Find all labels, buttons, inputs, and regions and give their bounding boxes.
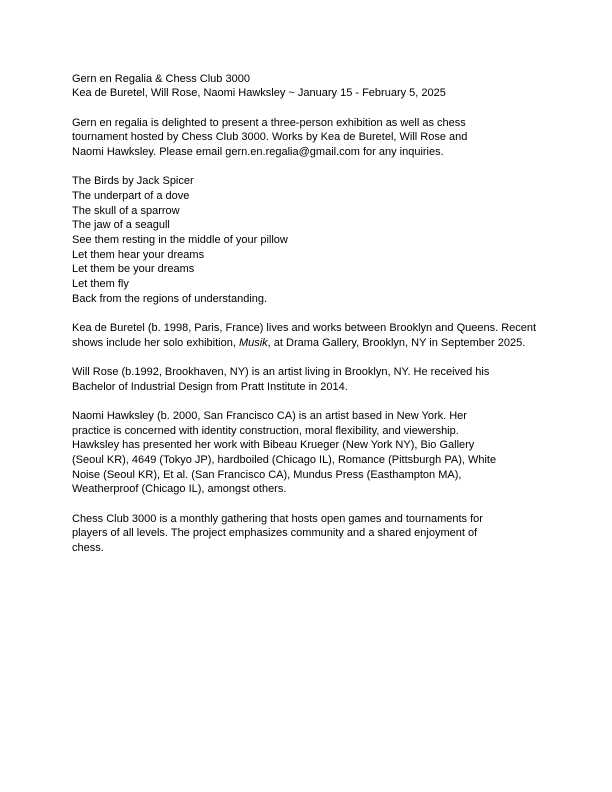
paragraph-will-bio — [72, 365, 540, 394]
text-segment: The Birds by Jack Spicer — [72, 175, 194, 188]
paragraph-chess-club — [72, 512, 540, 556]
text-line — [72, 233, 540, 248]
text-segment: Kea de Buretel, Will Rose, Naomi Hawksley ~ January 15 - February 5, 2025 — [72, 87, 446, 100]
text-line — [72, 130, 540, 145]
text-line — [72, 365, 540, 380]
text-line — [72, 424, 540, 439]
text-line — [72, 409, 540, 424]
text-segment: The jaw of a seagull — [72, 219, 170, 232]
text-segment: Chess Club 3000 is a monthly gathering that hosts open games and tournaments for — [72, 512, 483, 525]
text-segment: See them resting in the middle of your pillow — [72, 233, 288, 246]
text-line — [72, 482, 540, 497]
text-segment: Noise (Seoul KR), Et al. (San Francisco CA), Mundus Press (Easthampton MA), — [72, 468, 462, 481]
text-segment: Weatherproof (Chicago IL), amongst others. — [72, 483, 287, 496]
text-line — [72, 380, 540, 395]
text-line — [72, 204, 540, 219]
text-segment: Bachelor of Industrial Design from Pratt Institute in 2014. — [72, 380, 348, 393]
text-line — [72, 174, 540, 189]
italic-text-segment: Musik — [238, 336, 268, 349]
text-segment: Gern en regalia is delighted to present a three-person exhibition as well as chess — [72, 116, 466, 129]
text-segment: Naomi Hawksley. Please email gern.en.regalia@gmail.com for any inquiries. — [72, 145, 444, 158]
text-segment: Let them be your dreams — [72, 263, 195, 276]
text-line — [72, 468, 540, 483]
text-segment: (Seoul KR), 4649 (Tokyo JP), hardboiled (Chicago IL), Romance (Pittsburgh PA), White — [72, 453, 497, 466]
paragraph-naomi-bio — [72, 409, 540, 497]
text-segment: practice is concerned with identity construction, moral flexibility, and viewership. — [72, 424, 459, 437]
text-segment: tournament hosted by Chess Club 3000. Works by Kea de Buretel, Will Rose and — [72, 131, 468, 144]
text-line — [72, 438, 540, 453]
text-line — [72, 292, 540, 307]
paragraph-intro — [72, 116, 540, 160]
text-segment: Naomi Hawksley (b. 2000, San Francisco CA) is an artist based in New York. Her — [72, 409, 467, 422]
text-segment: Hawksley has presented her work with Bibeau Krueger (New York NY), Bio Gallery — [72, 439, 475, 452]
text-segment: Back from the regions of understanding. — [72, 292, 268, 305]
text-segment: Gern en Regalia & Chess Club 3000 — [72, 72, 250, 85]
text-line — [72, 248, 540, 263]
paragraph-header — [72, 72, 540, 101]
text-segment: Will Rose (b.1992, Brookhaven, NY) is an artist living in Brooklyn, NY. He received his — [72, 365, 490, 378]
text-line — [72, 321, 540, 336]
paragraph-poem — [72, 174, 540, 306]
text-segment: The skull of a sparrow — [72, 204, 180, 217]
text-segment: players of all levels. The project emphasizes community and a shared enjoyment of — [72, 527, 478, 540]
text-line — [72, 145, 540, 160]
document-page — [72, 72, 540, 556]
text-line — [72, 86, 540, 101]
text-line — [72, 189, 540, 204]
text-line — [72, 262, 540, 277]
text-line — [72, 116, 540, 131]
text-line — [72, 218, 540, 233]
text-line — [72, 336, 540, 351]
text-segment: The underpart of a dove — [72, 189, 190, 202]
text-segment: chess. — [72, 541, 104, 554]
text-line — [72, 72, 540, 87]
text-line — [72, 277, 540, 292]
text-segment: Kea de Buretel (b. 1998, Paris, France) lives and works between Brooklyn and Queens. Recent — [72, 321, 537, 334]
text-segment: Let them hear your dreams — [72, 248, 205, 261]
paragraph-kea-bio — [72, 321, 540, 350]
text-line — [72, 526, 540, 541]
text-segment: , at Drama Gallery, Brooklyn, NY in September 2025. — [267, 336, 526, 349]
text-line — [72, 453, 540, 468]
text-line — [72, 512, 540, 527]
text-segment: shows include her solo exhibition, — [72, 336, 239, 349]
text-line — [72, 541, 540, 556]
text-segment: Let them fly — [72, 277, 129, 290]
